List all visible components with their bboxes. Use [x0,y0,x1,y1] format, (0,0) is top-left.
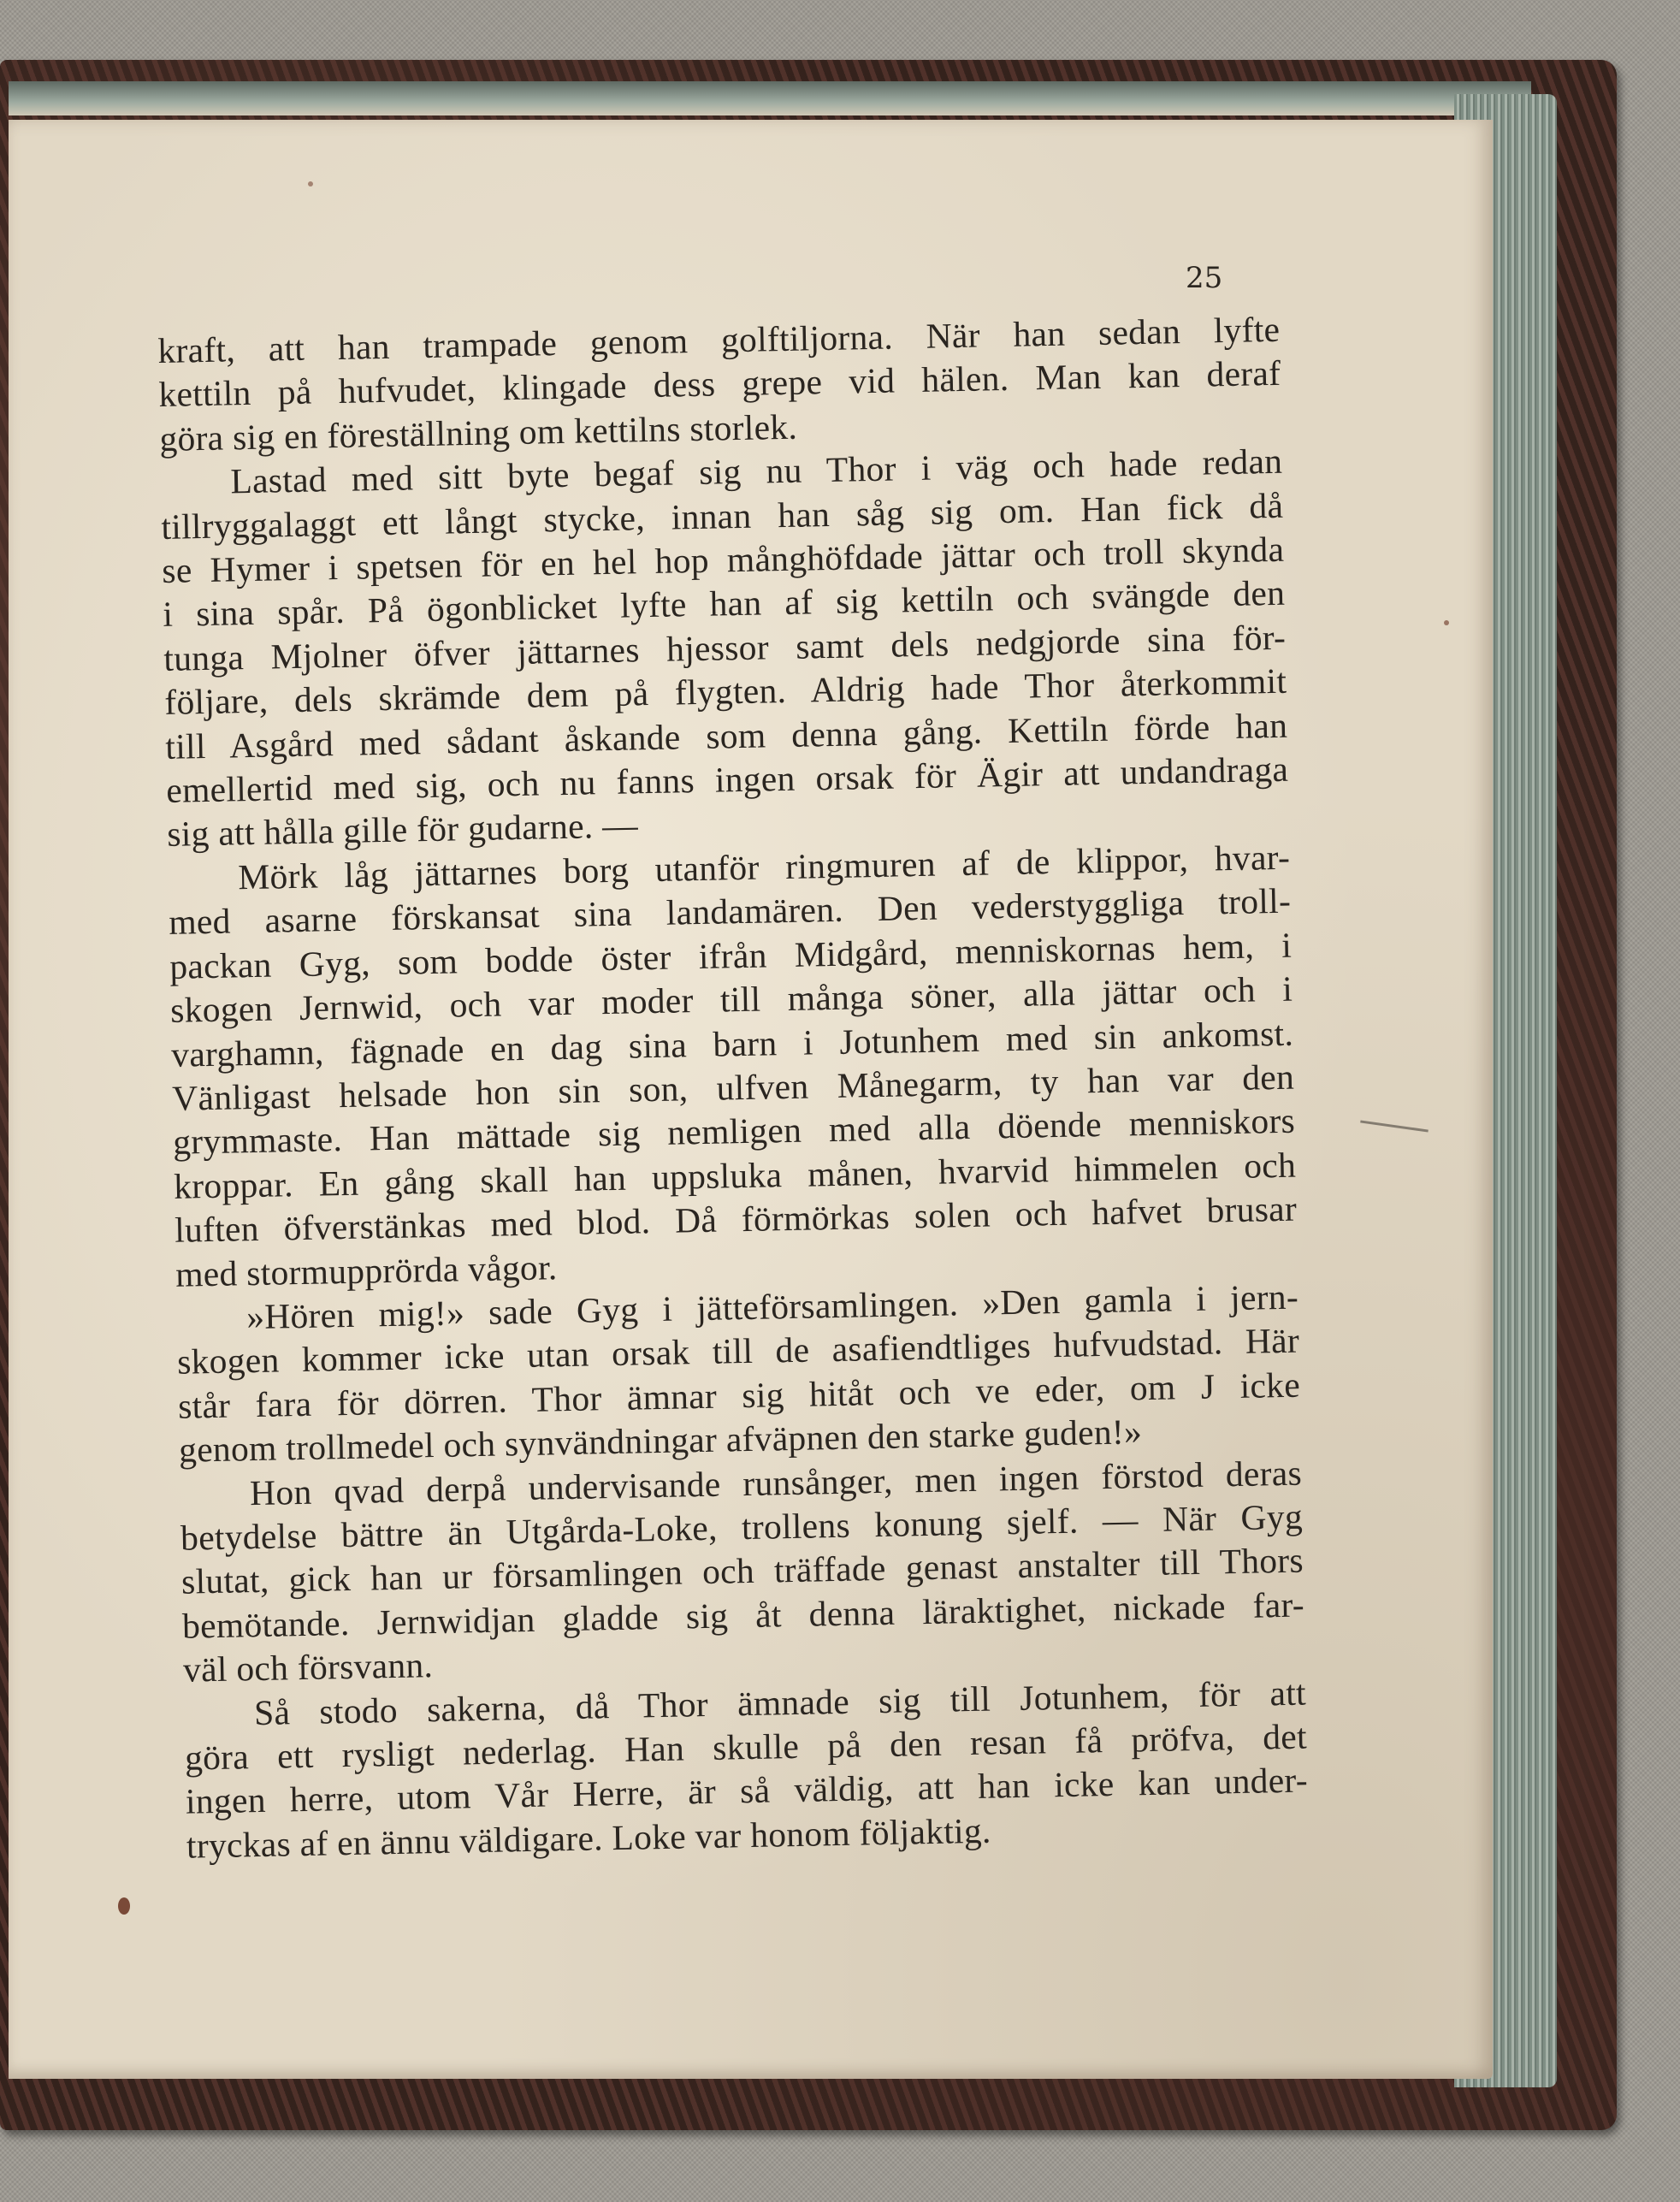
text-line: följare, dels skrämde dem på flygten. Aldrig hade Thor återkommit [163,660,1287,723]
text-line: Vänligast helsade hon sin son, ulfven Månegarm, ty han var den [171,1057,1295,1118]
text-line: skogen kommer icke utan orsak till de asafiendtliges hufvudstad. Här [176,1320,1300,1382]
text-line: grymmaste. Han mättade sig nemligen med alla döende menniskors [172,1100,1296,1163]
text-line: slutat, gick han ur församlingen och träffade genast anstalter till Thors [180,1540,1304,1602]
text-line: väl och försvann. [182,1645,434,1690]
body-text [157,308,1309,1868]
ink-spot [308,181,313,186]
text-line: se Hymer i spetsen för en hel hop månghöfdade jättar och troll skynda [161,529,1285,590]
text-line: tillryggalaggt ett långt stycke, innan han såg sig om. Han fick då [160,485,1284,547]
text-line: göra sig en föreställning om kettilns storlek. [159,406,798,459]
page-number: 25 [1186,261,1223,295]
text-line: med asarne förskansat sina landamären. Den vederstyggliga troll- [168,880,1292,943]
margin-scratch [1360,1120,1429,1132]
text-line: bemötande. Jernwidjan gladde sig åt denna läraktighet, nickade far- [181,1584,1305,1646]
ink-spot [1444,620,1449,625]
text-line: Så stodo sakerna, då Thor ämnade sig till Jotunhem, för att [253,1672,1307,1732]
text-line: luften öfverstänkas med blod. Då förmörkas solen och hafvet brusar [174,1188,1298,1250]
text-line: varghamn, fägnade en dag sina barn i Jotunhem med sin ankomst. [170,1013,1294,1074]
text-line: kroppar. En gång skall han uppsluka månen, hvarvid himmelen och [173,1145,1297,1206]
text-line: Lastad med sitt byte begaf sig nu Thor i väg och hade redan [229,441,1283,501]
text-line: kraft, att han trampade genom golftiljorna. När han sedan lyfte [157,309,1281,370]
text-line: packan Gyg, som bodde öster ifrån Midgård, menniskornas hem, i [169,925,1293,986]
page-top-edge [9,81,1531,115]
text-line: göra ett rysligt nederlag. Han skulle på den resan få pröfva, det [184,1716,1308,1778]
ink-spot [118,1897,130,1915]
text-line: sig att hålla gille för gudarne. — [166,805,639,855]
text-line: Hon qvad derpå undervisande runsånger, men ingen förstod deras [249,1453,1303,1512]
text-line: kettiln på hufvudet, klingade dess grepe vid hälen. Man kan deraf [158,353,1281,415]
text-line: i sina spår. På ögonblicket lyfte han af sig kettiln och svängde den [162,573,1286,635]
text-line: betydelse bättre än Utgårda-Loke, trollens konung sjelf. — När Gyg [180,1496,1304,1558]
text-line: med stormupprörda vågor. [175,1246,558,1294]
text-line: tryckas af en ännu väldigare. Loke var honom följaktig. [186,1810,992,1866]
text-line: tunga Mjolner öfver jättarnes hjessor samt dels nedgjorde sina för- [163,617,1287,678]
text-line: skogen Jernwid, och var moder till många söner, alla jättar och i [169,968,1293,1030]
text-line: ingen herre, utom Vår Herre, är så väldig, att han icke kan under- [185,1760,1309,1822]
text-line: »Hören mig!» sade Gyg i jätteförsamlingen. »Den gamla i jern- [245,1276,1299,1337]
text-line: emellertid med sig, och nu fanns ingen orsak för Ägir att undandraga [165,749,1289,810]
text-line: Mörk låg jättarnes borg utanför ringmuren af de klippor, hvar- [237,837,1291,897]
text-line: står fara för dörren. Thor ämnar sig hitåt och ve eder, om J icke [177,1364,1301,1426]
text-line: genom trollmedel och synvändningar afväpnen den starke guden!» [178,1412,1143,1470]
text-line: till Asgård med sådant åskande som denna gång. Kettiln förde han [164,705,1288,767]
